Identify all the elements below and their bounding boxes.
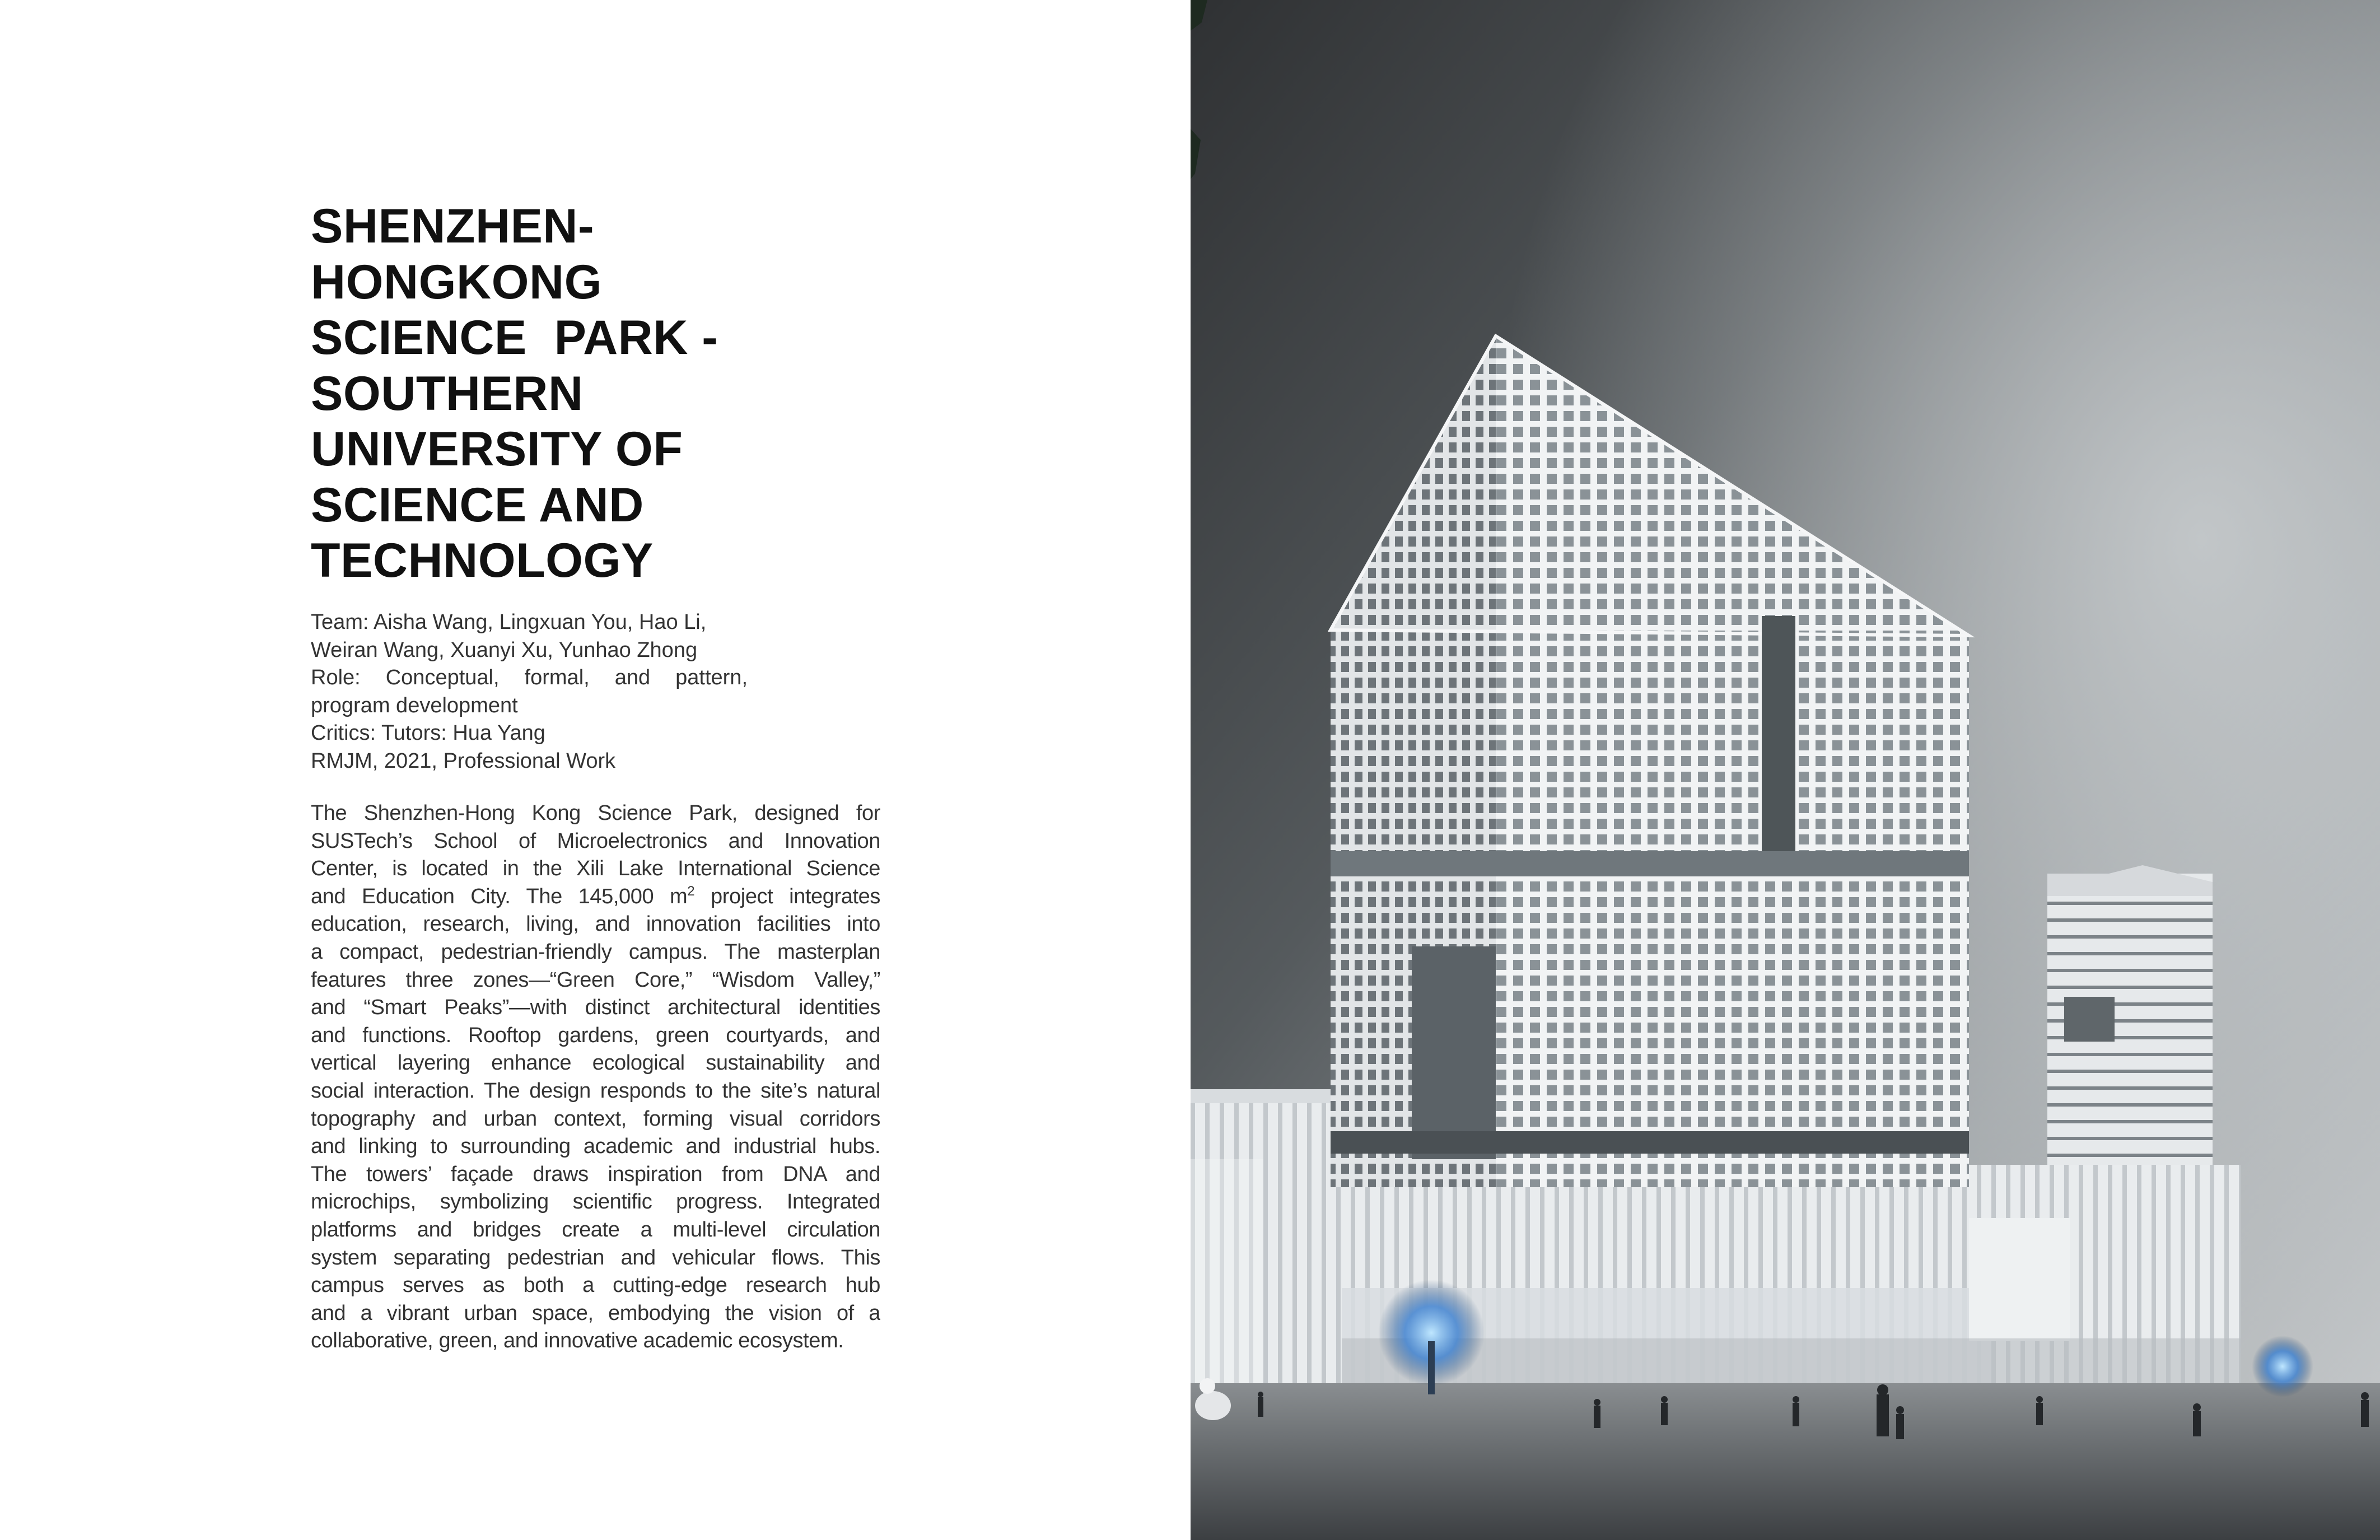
description-line: and functions. Rooftop gardens, green courtyards, and <box>311 1023 880 1047</box>
firm-year-line: RMJM, 2021, Professional Work <box>311 749 616 773</box>
area-superscript: 2 <box>687 883 695 899</box>
title-line: SHENZHEN- <box>311 199 595 253</box>
description-line: features three zones—“Green Core,” “Wisdom Valley,” <box>311 968 880 992</box>
area-text: and Education City. The 145,000 m <box>311 884 688 908</box>
description-line: topography and urban context, forming visual corridors <box>311 1107 880 1131</box>
area-text-tail: project integrates <box>694 884 880 908</box>
role-line: Role: Conceptual, formal, and pattern, <box>311 666 748 689</box>
description-line: collaborative, green, and innovative academic ecosystem. <box>311 1329 844 1353</box>
description-line: and linking to surrounding academic and industrial hubs. <box>311 1135 880 1159</box>
description-line: social interaction. The design responds to the site’s natural <box>311 1079 880 1103</box>
project-title <box>311 199 815 589</box>
title-line: SCIENCE AND <box>311 478 644 532</box>
description-line: vertical layering enhance ecological sustainability and <box>311 1051 880 1075</box>
critics-line: Critics: Tutors: Hua Yang <box>311 721 545 745</box>
rendering-svg <box>1191 0 2380 1540</box>
description-line: and a vibrant urban space, embodying the vision of a <box>311 1301 880 1325</box>
project-credits <box>311 609 748 775</box>
description-line: The towers’ façade draws inspiration from DNA and <box>311 1162 880 1186</box>
title-line: HONGKONG <box>311 255 602 309</box>
description-line: and “Smart Peaks”—with distinct architectural identities <box>311 996 880 1020</box>
description-line: microchips, symbolizing scientific progress. Integrated <box>311 1190 880 1214</box>
plaza <box>1191 1383 2380 1540</box>
project-description <box>311 800 880 1355</box>
description-line: a compact, pedestrian-friendly campus. The masterplan <box>311 940 880 964</box>
description-line: SUSTech’s School of Microelectronics and Innovation <box>311 829 880 853</box>
building-rendering <box>1191 0 2380 1540</box>
title-line: SCIENCE PARK - <box>311 311 718 365</box>
title-line: UNIVERSITY OF <box>311 422 683 476</box>
description-line: Center, is located in the Xili Lake International Science <box>311 857 880 881</box>
description-line-area <box>311 883 880 911</box>
description-line: education, research, living, and innovation facilities into <box>311 912 880 936</box>
left-low-building <box>1191 1089 1345 1383</box>
team-line: Team: Aisha Wang, Lingxuan You, Hao Li, <box>311 610 707 634</box>
role-line: program development <box>311 693 518 717</box>
description-line: system separating pedestrian and vehicular flows. This <box>311 1245 880 1270</box>
description-line: The Shenzhen-Hong Kong Science Park, designed for <box>311 801 880 825</box>
description-line: campus serves as both a cutting-edge research hub <box>311 1273 880 1298</box>
team-line: Weiran Wang, Xuanyi Xu, Yunhao Zhong <box>311 638 698 662</box>
title-line: SOUTHERN <box>311 366 584 421</box>
title-line: TECHNOLOGY <box>311 534 654 587</box>
description-line: platforms and bridges create a multi-level circulation <box>311 1217 880 1242</box>
